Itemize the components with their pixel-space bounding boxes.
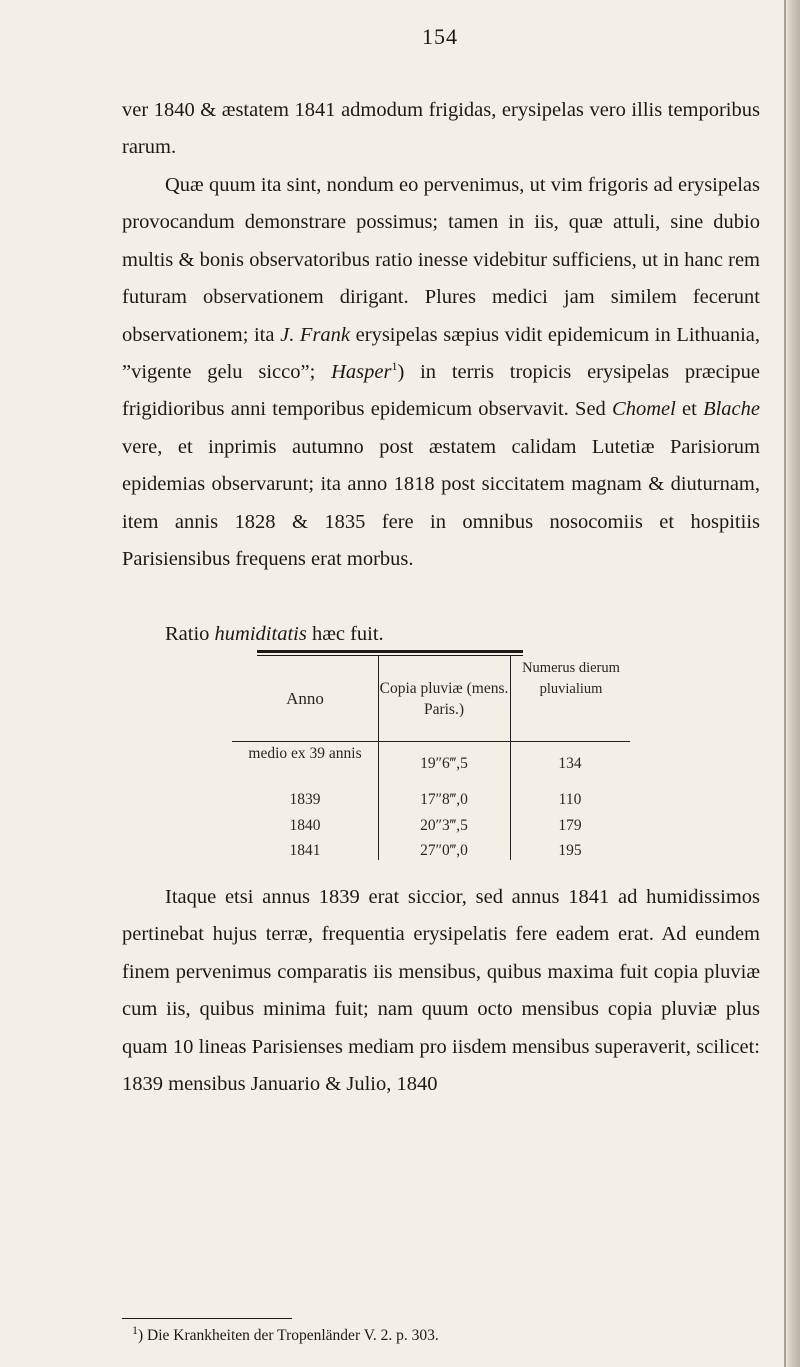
row-2-numerus: 110	[558, 791, 582, 808]
row-3-copia: 20″3‴,5	[420, 817, 468, 834]
paragraph-2-text-a: Quæ quum ita sint, nondum eo pervenimus, ut vim frigoris ad erysipelas provocandum demonstrare possimus; tamen in iis, quæ attuli, sine dubio multis & bonis observatoribus ratio inesse videbitur sufficiens, ut in hanc rem futuram observationem dirigant. Plures medici jam similem fecerunt observationem; ita	[122, 174, 760, 346]
author-hasper: Hasper	[331, 361, 392, 384]
paragraph-2	[122, 167, 760, 578]
footnote	[132, 1322, 439, 1345]
paragraph-2-text-b: erysipelas sæpius vidit epidemicum in Lithuania, ”vigente gelu sicco”;	[122, 323, 761, 384]
paragraph-4: Itaque etsi annus 1839 erat siccior, sed annus 1841 ad humidissimos pertinebat hujus terræ, frequentia erysipelatis fere eadem erat. Ad eundem finem pervenimus comparatis iis mensibus, quibus maxima fuit copia pluviæ cum iis, quibus minima fuit; nam quum octo mensibus copia pluviæ plus quam 10 lineas Parisienses mediam pro iisdem mensibus superaverit, scilicet: 1839 mensibus Januario & Julio, 1840	[122, 886, 760, 1096]
author-chomel: Chomel	[612, 398, 676, 421]
row-1-copia: 19″6‴,5	[420, 755, 468, 772]
paragraph-3-text-c: hæc fuit.	[306, 623, 384, 645]
paragraph-2-text-e: vere, et inprimis autumno post æstatem calidam Lutetiæ Parisiorum epidemias observarunt; ita anno 1818 post siccitatem magnam & diuturnam, item annis 1828 & 1835 fere in omnibus nosocomiis et hospitiis Parisiensibus frequens erat morbus.	[122, 435, 760, 571]
header-copia: Copia pluviæ (mens. Paris.)	[379, 680, 509, 718]
row-2-copia: 17″8‴,0	[420, 791, 468, 808]
page-number: 154	[422, 24, 458, 49]
row-1-anno: medio ex 39 annis	[248, 745, 362, 762]
footnote-rule	[122, 1318, 292, 1319]
header-numerus: Numerus dierum pluvialium	[522, 660, 620, 697]
header-anno: Anno	[286, 689, 324, 708]
paragraph-2-text-c: ) in terris tropicis erysipelas præcipue frigidioribus anni temporibus epidemicum observavit. Sed	[122, 361, 761, 421]
footnote-marker: 1	[132, 1322, 138, 1337]
paragraph-3	[122, 616, 760, 653]
footnote-text: ) Die Krankheiten der Tropenländer V. 2. p. 303.	[138, 1327, 439, 1344]
page-edge	[786, 0, 800, 1367]
row-4-copia: 27″0‴,0	[420, 842, 468, 859]
rain-table	[232, 650, 630, 860]
row-2-anno: 1839	[289, 791, 321, 808]
paragraph-1: ver 1840 & æstatem 1841 admodum frigidas, erysipelas vero illis temporibus rarum.	[122, 99, 760, 159]
row-3-anno: 1840	[289, 817, 321, 834]
paragraph-2-text-d: et	[675, 398, 704, 421]
author-frank: J. Frank	[280, 323, 351, 346]
row-3-numerus: 179	[558, 817, 582, 834]
row-4-numerus: 195	[558, 842, 582, 859]
table-top-rule	[257, 650, 523, 653]
footnote-ref: 1	[391, 359, 398, 374]
author-blache: Blache	[703, 398, 760, 421]
paragraph-3-text-a: Ratio	[165, 623, 215, 645]
table-header-rule	[232, 741, 630, 742]
table-top-rule-thin	[257, 655, 523, 656]
term-humiditatis: humiditatis	[214, 623, 307, 645]
row-1-numerus: 134	[558, 755, 582, 772]
row-4-anno: 1841	[289, 842, 321, 859]
